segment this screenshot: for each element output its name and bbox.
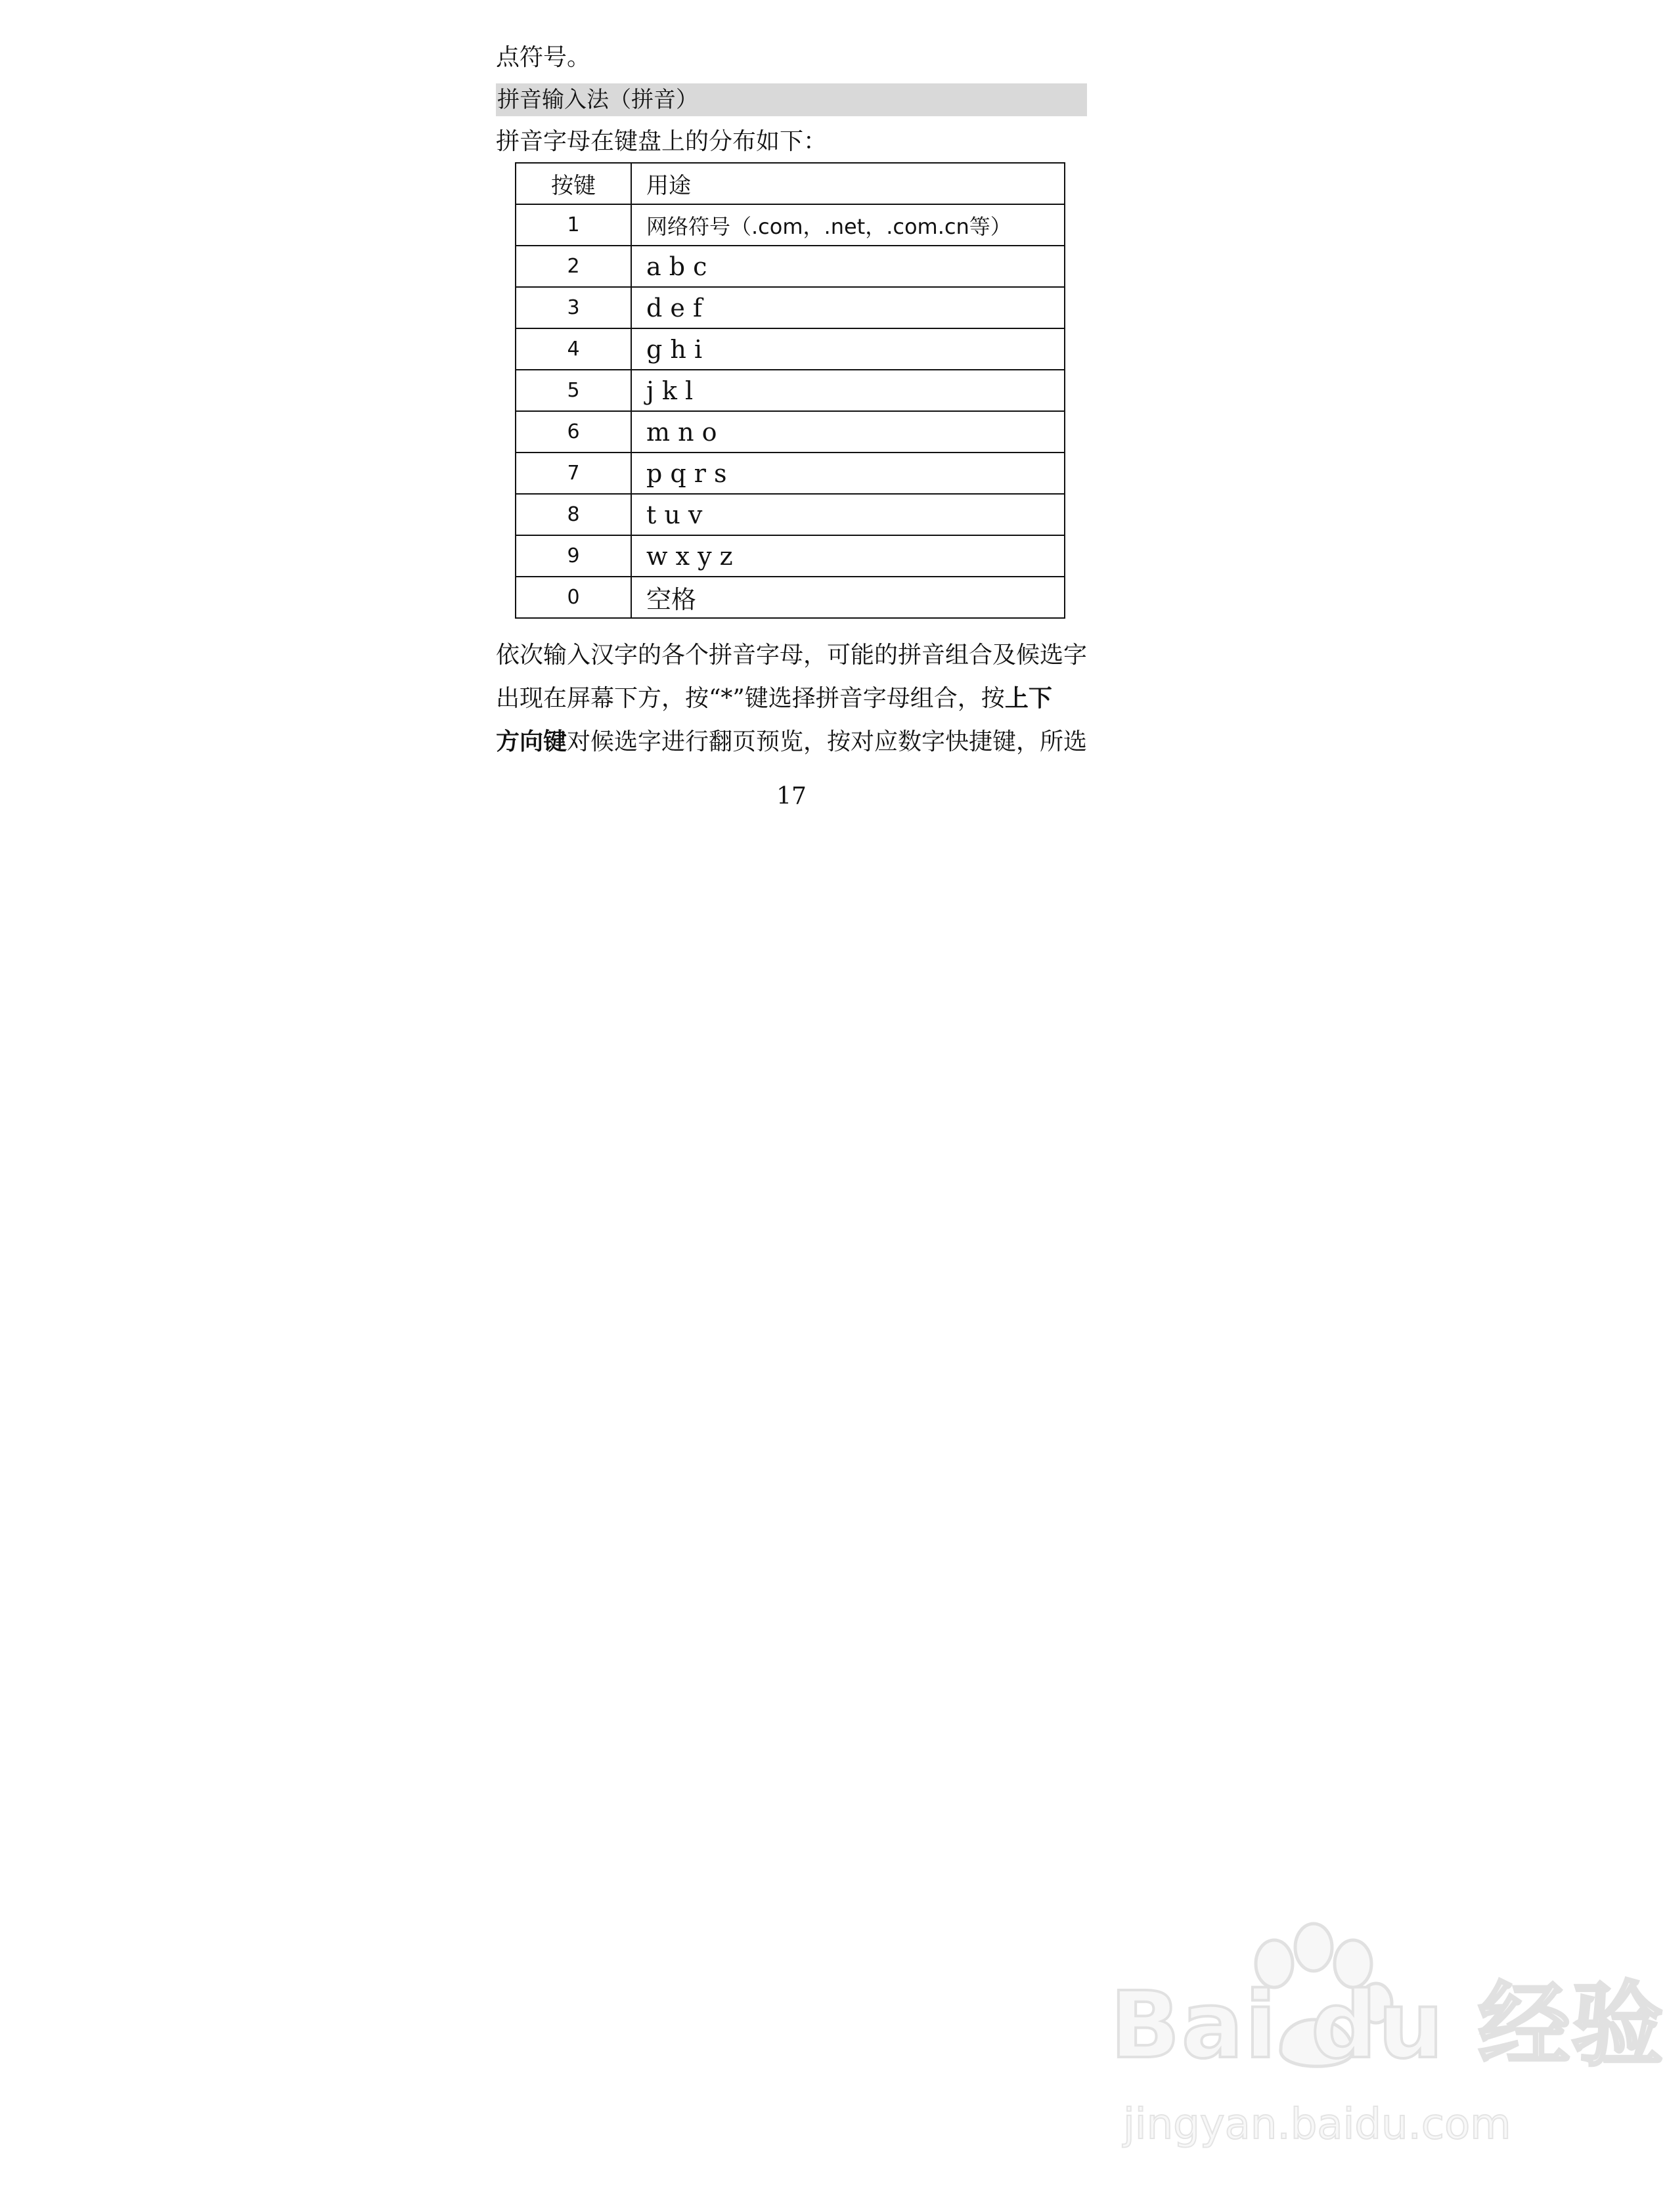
use-cell: m n o (631, 411, 1065, 453)
key-cell: 1 (516, 204, 631, 246)
table-row (516, 204, 1065, 246)
paragraph-text: 对候选字进行翻页预览，按对应数字快捷键，所选 (567, 728, 1088, 755)
table-row (516, 328, 1065, 370)
key-mapping-table (515, 162, 1065, 619)
key-cell: 8 (516, 494, 631, 535)
table-row (516, 535, 1065, 577)
paragraph-text: 出现在屏幕下方，按“*”键选择拼音字母组合，按 (496, 685, 1005, 712)
key-cell: 0 (516, 577, 631, 618)
use-cell: a b c (631, 246, 1065, 287)
watermark-url: jingyan.baidu.com (1123, 2100, 1511, 2149)
use-cell: 空格 (631, 577, 1065, 618)
table-row (516, 411, 1065, 453)
watermark-brand: Bai du 经验 (1110, 1972, 1665, 2079)
key-cell: 4 (516, 328, 631, 370)
paragraph-line (496, 634, 1087, 677)
key-cell: 2 (516, 246, 631, 287)
use-cell: t u v (631, 494, 1065, 535)
paragraph-text: 依次输入汉字的各个拼音字母，可能的拼音组合及候选字 (496, 642, 1088, 669)
table-row (516, 453, 1065, 494)
key-cell: 6 (516, 411, 631, 453)
use-cell: w x y z (631, 535, 1065, 577)
use-cell: 网络符号（.com，.net，.com.cn等） (631, 204, 1065, 246)
key-cell: 3 (516, 287, 631, 328)
intro-text: 拼音字母在键盘上的分布如下： (496, 128, 828, 155)
header-key: 按键 (516, 163, 631, 204)
key-cell: 7 (516, 453, 631, 494)
page-number: 17 (776, 783, 807, 810)
use-cell: g h i (631, 328, 1065, 370)
watermark (1110, 1905, 1665, 2167)
table-row (516, 494, 1065, 535)
table-row (516, 246, 1065, 287)
instruction-paragraph (496, 634, 1087, 764)
emphasis-text: 上下 (1004, 685, 1052, 712)
emphasis-text: 方向键 (496, 728, 567, 755)
use-cell: j k l (631, 370, 1065, 411)
table-header-row (516, 163, 1065, 204)
table-row (516, 287, 1065, 328)
paragraph-line (496, 720, 1087, 764)
use-cell: d e f (631, 287, 1065, 328)
paragraph-line (496, 677, 1087, 720)
continued-text-line: 点符号。 (496, 44, 591, 71)
table-row (516, 370, 1065, 411)
header-use: 用途 (631, 163, 1065, 204)
key-cell: 5 (516, 370, 631, 411)
key-cell: 9 (516, 535, 631, 577)
section-heading: 拼音输入法（拼音） (496, 83, 1087, 116)
table-row (516, 577, 1065, 618)
use-cell: p q r s (631, 453, 1065, 494)
